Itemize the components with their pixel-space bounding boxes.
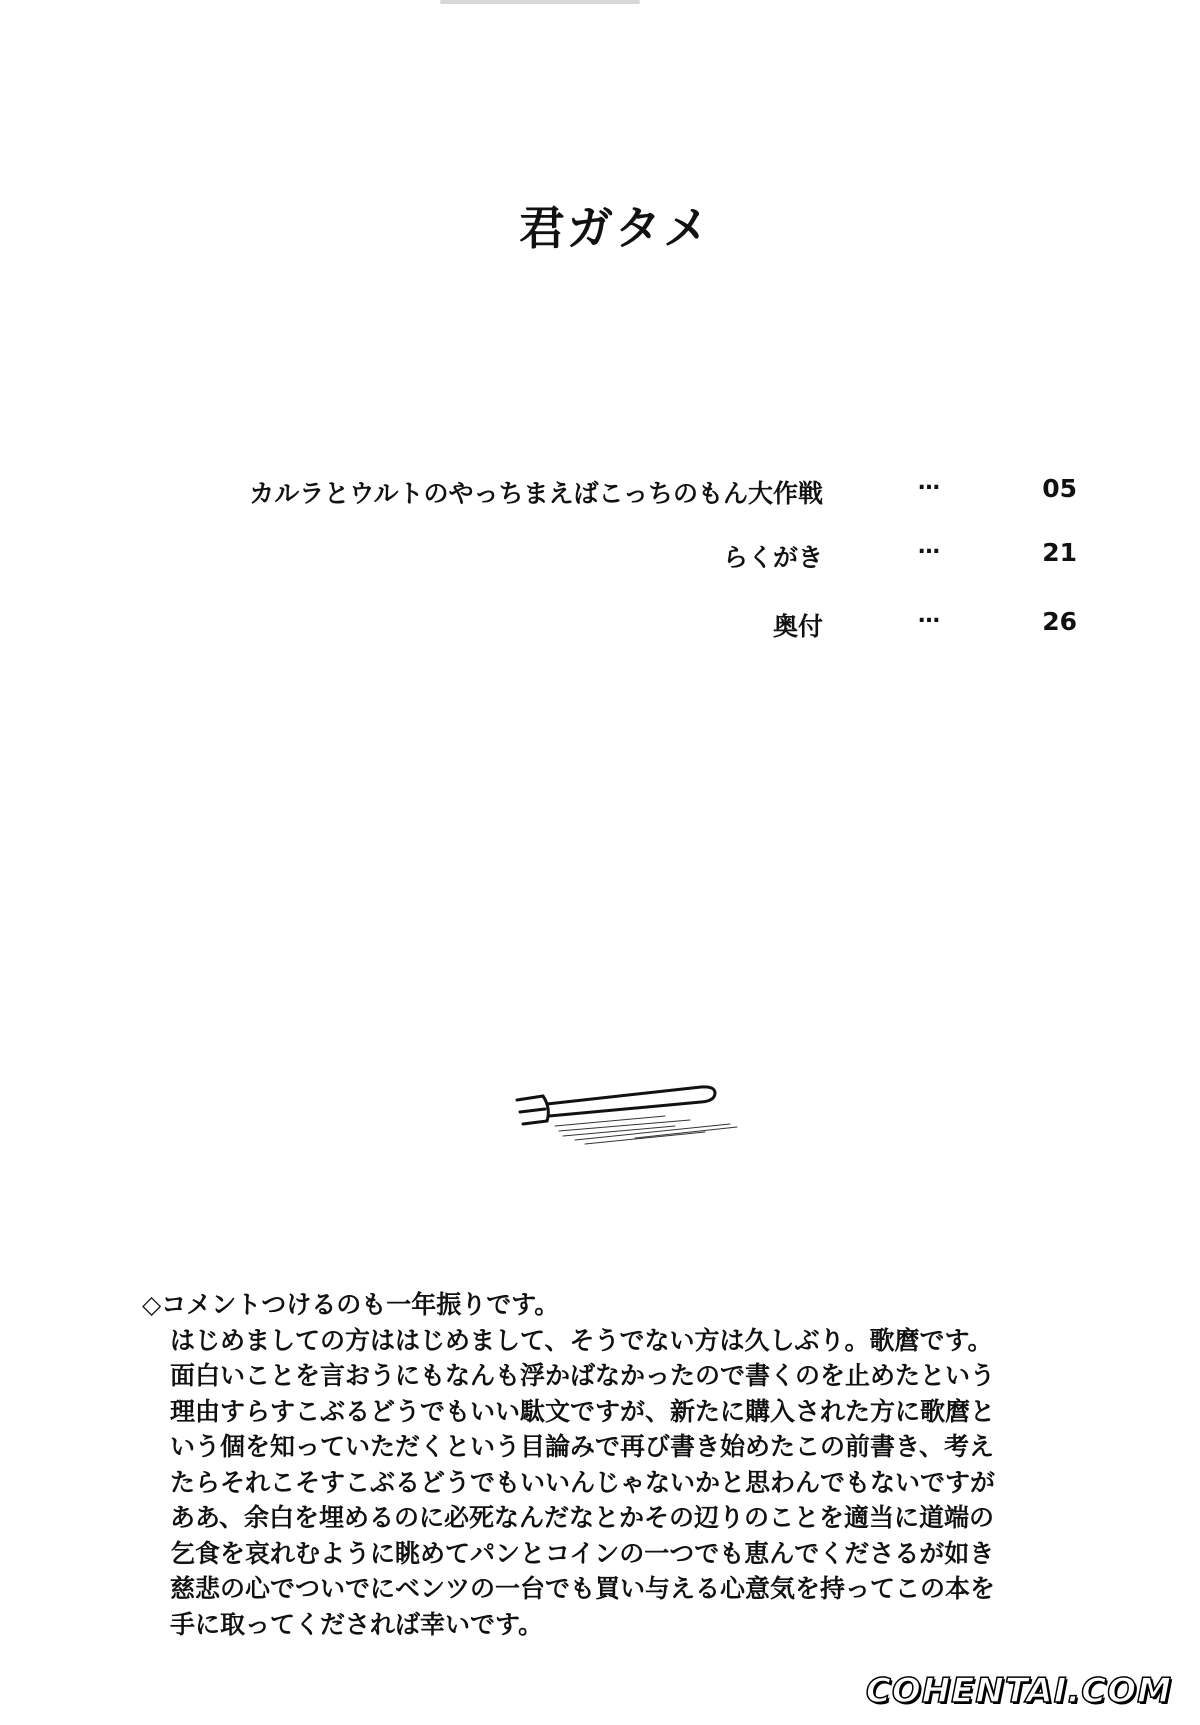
toc-entry-title: らくがき bbox=[722, 543, 823, 572]
comment-line: 手に取ってくだされば幸いです。 bbox=[170, 1609, 544, 1639]
toc-leader-dots: … bbox=[918, 603, 940, 628]
author-comment bbox=[142, 1287, 1122, 1642]
comment-line: ああ、余白を埋めるのに必死なんだなとかその辺りのことを適当に道端の bbox=[170, 1503, 995, 1532]
comment-line: たらそれこそすこぶるどうでもいいんじゃないかと思わんでもないですが bbox=[170, 1467, 996, 1497]
toc-entry-title: カルラとウルトのやっちまえばこっちのもん大作戦 bbox=[249, 479, 823, 508]
comment-line: いう個を知っていただくという目論みで再び書き始めたこの前書き、考え bbox=[170, 1432, 995, 1461]
fork-illustration bbox=[515, 1080, 740, 1170]
page-title: 君ガタメ bbox=[519, 201, 711, 255]
toc-leader-dots: … bbox=[918, 534, 940, 559]
toc-entry bbox=[0, 534, 1200, 578]
scan-edge-mark bbox=[440, 0, 640, 4]
comment-line: 面白いことを言おうにもなんも浮かばなかったので書くのを止めたという bbox=[170, 1361, 996, 1390]
comment-line: 理由すらすこぶるどうでもいい駄文ですが、新たに購入された方に歌麿と bbox=[170, 1396, 996, 1426]
comment-line: ◇コメントつけるのも一年振りです。 bbox=[142, 1290, 560, 1319]
comment-line: はじめましての方ははじめまして、そうでない方は久しぶり。歌麿です。 bbox=[170, 1325, 993, 1355]
site-watermark: COHENTAI.COM bbox=[865, 1671, 1172, 1711]
toc-leader-dots: … bbox=[918, 470, 940, 495]
toc-page-number: 05 bbox=[1042, 474, 1077, 503]
toc-page-number: 26 bbox=[1042, 607, 1077, 636]
comment-line: 慈悲の心でついでにベンツの一台でも買い与える心意気を持ってこの本を bbox=[170, 1574, 996, 1603]
toc-entry-title: 奥付 bbox=[772, 612, 823, 641]
comment-line: 乞食を哀れむように眺めてパンとコインの一つでも恵んでくださるが如き bbox=[170, 1538, 995, 1568]
toc-entry bbox=[0, 470, 1200, 514]
toc-page-number: 21 bbox=[1042, 538, 1077, 567]
toc-entry bbox=[0, 603, 1200, 647]
